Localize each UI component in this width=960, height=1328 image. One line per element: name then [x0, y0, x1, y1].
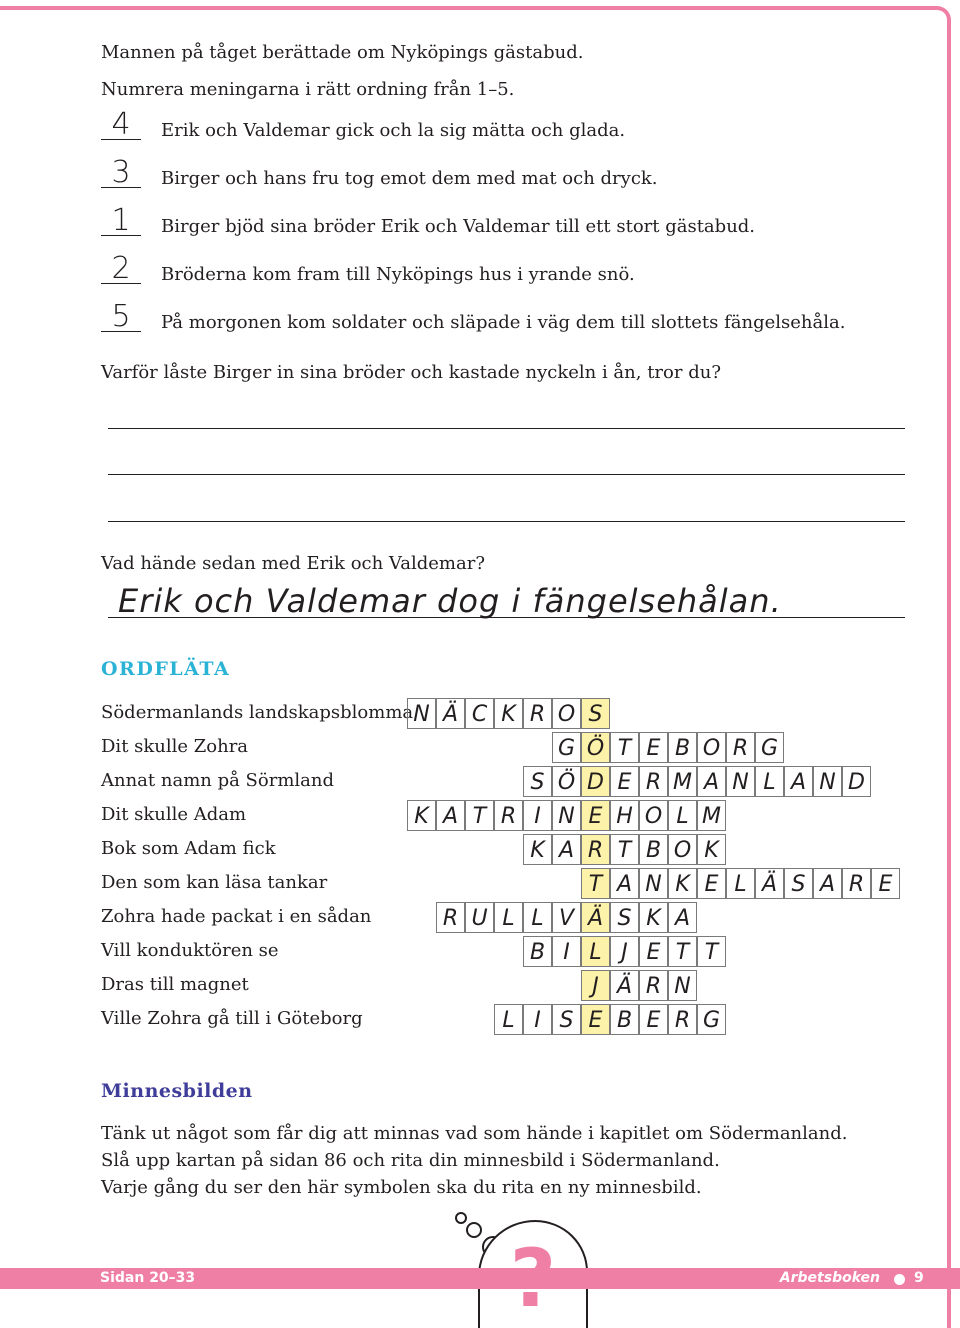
crossword-cell[interactable]: B — [610, 1004, 639, 1035]
answer-line-3[interactable] — [108, 521, 905, 522]
sentence-5: På morgonen kom soldater och släpade i väg dem till slottets fängelsehåla. — [161, 312, 846, 333]
crossword-cell[interactable]: R — [842, 868, 871, 899]
question-2: Vad hände sedan med Erik och Valdemar? — [101, 553, 485, 574]
crossword-cell[interactable]: I — [552, 936, 581, 967]
crossword-cell[interactable]: R — [523, 698, 552, 729]
crossword-cell[interactable]: S — [552, 1004, 581, 1035]
crossword-cell[interactable]: Ä — [610, 970, 639, 1001]
crossword-cell[interactable]: T — [697, 936, 726, 967]
crossword-cell[interactable]: K — [407, 800, 436, 831]
crossword-cell[interactable]: K — [668, 868, 697, 899]
crossword-cell[interactable]: H — [610, 800, 639, 831]
crossword-clue: Annat namn på Sörmland — [101, 770, 334, 791]
answer-line-4[interactable] — [108, 617, 905, 618]
answer-number-2[interactable]: 3 — [101, 157, 141, 188]
crossword-cell[interactable]: T — [465, 800, 494, 831]
crossword-clue: Dit skulle Adam — [101, 804, 247, 825]
crossword-cell[interactable]: L — [494, 902, 523, 933]
crossword-cell[interactable]: L — [581, 936, 610, 967]
crossword-cell[interactable]: T — [610, 732, 639, 763]
footer-book-title: Arbetsboken — [779, 1270, 880, 1286]
crossword-cell[interactable]: E — [610, 766, 639, 797]
crossword-cell[interactable]: E — [697, 868, 726, 899]
crossword-cell[interactable]: U — [465, 902, 494, 933]
crossword-cell[interactable]: E — [639, 1004, 668, 1035]
crossword-cell[interactable]: B — [668, 732, 697, 763]
crossword-cell[interactable]: R — [668, 1004, 697, 1035]
crossword-cell[interactable]: N — [407, 698, 436, 729]
crossword-cell[interactable]: L — [494, 1004, 523, 1035]
answer-line-2[interactable] — [108, 474, 905, 475]
crossword-clue: Södermanlands landskapsblomma — [101, 702, 414, 723]
crossword-cell[interactable]: K — [697, 834, 726, 865]
crossword-cell[interactable]: E — [639, 732, 668, 763]
crossword-cell[interactable]: O — [668, 834, 697, 865]
crossword-cell[interactable]: Ö — [581, 732, 610, 763]
crossword-cell[interactable]: A — [552, 834, 581, 865]
crossword-cell[interactable]: L — [755, 766, 784, 797]
crossword-cell[interactable]: J — [581, 970, 610, 1001]
crossword-cell[interactable]: K — [523, 834, 552, 865]
crossword-cell[interactable]: B — [639, 834, 668, 865]
crossword-cell[interactable]: O — [639, 800, 668, 831]
crossword-cell[interactable]: I — [523, 1004, 552, 1035]
crossword-cell[interactable]: S — [784, 868, 813, 899]
crossword-cell[interactable]: N — [552, 800, 581, 831]
crossword-clue: Dit skulle Zohra — [101, 736, 249, 757]
question-mark-icon: ? — [509, 1232, 557, 1325]
crossword-clue: Bok som Adam fick — [101, 838, 276, 859]
thought-bubble-small — [455, 1212, 467, 1224]
crossword-cell[interactable]: Ä — [755, 868, 784, 899]
crossword-cell[interactable]: E — [639, 936, 668, 967]
crossword-cell[interactable]: L — [668, 800, 697, 831]
crossword-cell[interactable]: A — [436, 800, 465, 831]
crossword-cell[interactable]: N — [639, 868, 668, 899]
sentence-2: Birger och hans fru tog emot dem med mat och dryck. — [161, 168, 658, 189]
crossword-cell[interactable]: A — [784, 766, 813, 797]
crossword-cell[interactable]: A — [610, 868, 639, 899]
crossword-cell[interactable]: R — [726, 732, 755, 763]
crossword-cell[interactable]: R — [639, 970, 668, 1001]
intro-line-1: Mannen på tåget berättade om Nyköpings gästabud. — [101, 42, 584, 63]
crossword-cell[interactable]: R — [581, 834, 610, 865]
crossword-clue: Den som kan läsa tankar — [101, 872, 328, 893]
crossword-cell[interactable]: R — [639, 766, 668, 797]
crossword-cell[interactable]: S — [610, 902, 639, 933]
crossword-cell[interactable]: S — [581, 698, 610, 729]
crossword-cell[interactable]: G — [755, 732, 784, 763]
crossword-cell[interactable]: S — [523, 766, 552, 797]
answer-number-1[interactable]: 4 — [101, 109, 141, 140]
page-number: 9 — [914, 1270, 924, 1286]
crossword-clue: Vill konduktören se — [101, 940, 279, 961]
answer-line-1[interactable] — [108, 428, 905, 429]
crossword-cell[interactable]: N — [813, 766, 842, 797]
crossword-cell[interactable]: A — [668, 902, 697, 933]
answer-number-5[interactable]: 5 — [101, 301, 141, 332]
crossword-cell[interactable]: T — [610, 834, 639, 865]
sentence-3: Birger bjöd sina bröder Erik och Valdemar till ett stort gästabud. — [161, 216, 756, 237]
crossword-cell[interactable]: G — [697, 1004, 726, 1035]
crossword-cell[interactable]: E — [581, 800, 610, 831]
crossword-cell[interactable]: Ö — [552, 766, 581, 797]
crossword-cell[interactable]: M — [668, 766, 697, 797]
crossword-clue: Zohra hade packat i en sådan — [101, 906, 372, 927]
crossword-cell[interactable]: I — [523, 800, 552, 831]
minnesbilden-heading: Minnesbilden — [101, 1080, 253, 1102]
crossword-cell[interactable]: O — [552, 698, 581, 729]
crossword-cell[interactable]: R — [436, 902, 465, 933]
crossword-cell[interactable]: E — [871, 868, 900, 899]
crossword-cell[interactable]: N — [668, 970, 697, 1001]
minnesbilden-line-2: Slå upp kartan på sidan 86 och rita din minnesbild i Södermanland. — [101, 1150, 720, 1171]
thought-bubble-medium — [466, 1222, 482, 1238]
crossword-cell[interactable]: K — [494, 698, 523, 729]
question-1: Varför låste Birger in sina bröder och kastade nyckeln i ån, tror du? — [101, 362, 721, 383]
crossword-cell[interactable]: Ä — [436, 698, 465, 729]
crossword-cell[interactable]: G — [552, 732, 581, 763]
crossword-cell[interactable]: D — [842, 766, 871, 797]
crossword-cell[interactable]: M — [697, 800, 726, 831]
minnesbilden-line-1: Tänk ut något som får dig att minnas vad som hände i kapitlet om Södermanland. — [101, 1123, 848, 1144]
crossword-heading: ORDFLÄTA — [101, 658, 231, 680]
crossword-cell[interactable]: A — [697, 766, 726, 797]
crossword-cell[interactable]: T — [581, 868, 610, 899]
sentence-4: Bröderna kom fram till Nyköpings hus i yrande snö. — [161, 264, 635, 285]
footer-bullet-icon — [894, 1274, 905, 1285]
crossword-cell[interactable]: T — [668, 936, 697, 967]
crossword-cell[interactable]: V — [552, 902, 581, 933]
crossword-cell[interactable]: J — [610, 936, 639, 967]
sentence-1: Erik och Valdemar gick och la sig mätta och glada. — [161, 120, 626, 141]
crossword-cell[interactable]: N — [726, 766, 755, 797]
crossword-cell[interactable]: O — [697, 732, 726, 763]
handwritten-answer: Erik och Valdemar dog i fängelsehålan. — [118, 582, 782, 620]
crossword-cell[interactable]: E — [581, 1004, 610, 1035]
minnesbilden-line-3: Varje gång du ser den här symbolen ska du rita en ny minnesbild. — [101, 1177, 702, 1198]
crossword-cell[interactable]: B — [523, 936, 552, 967]
answer-number-3[interactable]: 1 — [101, 205, 141, 236]
crossword-cell[interactable]: D — [581, 766, 610, 797]
intro-line-2: Numrera meningarna i rätt ordning från 1–5. — [101, 79, 515, 100]
crossword-cell[interactable]: Ä — [581, 902, 610, 933]
crossword-cell[interactable]: K — [639, 902, 668, 933]
crossword-cell[interactable]: C — [465, 698, 494, 729]
crossword-clue: Ville Zohra gå till i Göteborg — [101, 1008, 363, 1029]
footer-section: Sidan 20–33 — [100, 1270, 196, 1286]
crossword-cell[interactable]: L — [523, 902, 552, 933]
crossword-clue: Dras till magnet — [101, 974, 249, 995]
answer-number-4[interactable]: 2 — [101, 253, 141, 284]
crossword-cell[interactable]: R — [494, 800, 523, 831]
crossword-cell[interactable]: A — [813, 868, 842, 899]
crossword-cell[interactable]: L — [726, 868, 755, 899]
